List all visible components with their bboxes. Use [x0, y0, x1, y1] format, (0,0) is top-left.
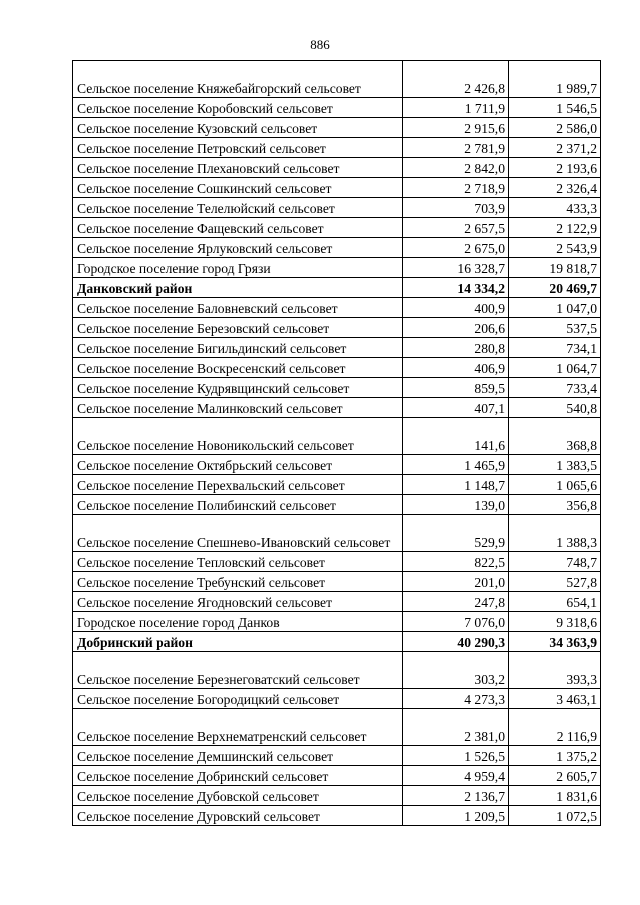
value-cell-1: 4 273,3	[403, 689, 509, 709]
value-cell-1: 822,5	[403, 552, 509, 572]
table-row	[73, 652, 601, 689]
value-cell-2: 2 193,6	[509, 158, 601, 178]
value-cell-1: 2 781,9	[403, 138, 509, 158]
value-cell-2: 540,8	[509, 398, 601, 418]
value-cell-2: 734,1	[509, 338, 601, 358]
value-cell-1: 201,0	[403, 572, 509, 592]
settlement-name-cell: Сельское поселение Петровский сельсовет	[73, 138, 403, 158]
table-row	[73, 612, 601, 632]
settlement-name-cell: Сельское поселение Требунский сельсовет	[73, 572, 403, 592]
table-row	[73, 298, 601, 318]
settlement-name-cell: Сельское поселение Телелюйский сельсовет	[73, 198, 403, 218]
table-row	[73, 398, 601, 418]
table-row	[73, 158, 601, 178]
table-row	[73, 118, 601, 138]
value-cell-2: 2 116,9	[509, 709, 601, 746]
district-row	[73, 632, 601, 652]
value-cell-1: 1 209,5	[403, 806, 509, 826]
value-cell-2: 356,8	[509, 495, 601, 515]
table-row	[73, 455, 601, 475]
value-cell-1: 1 526,5	[403, 746, 509, 766]
value-cell-2: 9 318,6	[509, 612, 601, 632]
value-cell-2: 2 586,0	[509, 118, 601, 138]
settlement-name-cell: Сельское поселение Княжебайгорский сельсовет	[73, 61, 403, 98]
settlement-name-cell: Сельское поселение Баловневский сельсовет	[73, 298, 403, 318]
table-row	[73, 592, 601, 612]
settlement-name-cell: Сельское поселение Спешнево-Ивановский сельсовет	[73, 515, 403, 552]
settlement-name-cell: Сельское поселение Кузовский сельсовет	[73, 118, 403, 138]
settlement-name-cell: Сельское поселение Кудрявщинский сельсовет	[73, 378, 403, 398]
value-cell-1: 303,2	[403, 652, 509, 689]
budget-table-body	[73, 61, 601, 826]
value-cell-1: 2 842,0	[403, 158, 509, 178]
value-cell-1: 141,6	[403, 418, 509, 455]
value-cell-2: 1 388,3	[509, 515, 601, 552]
table-row	[73, 61, 601, 98]
value-cell-1: 206,6	[403, 318, 509, 338]
value-cell-2: 393,3	[509, 652, 601, 689]
table-row	[73, 552, 601, 572]
table-row	[73, 806, 601, 826]
value-cell-2: 2 326,4	[509, 178, 601, 198]
value-cell-2: 1 375,2	[509, 746, 601, 766]
value-cell-2: 1 072,5	[509, 806, 601, 826]
settlement-name-cell: Сельское поселение Дубовской сельсовет	[73, 786, 403, 806]
table-row	[73, 786, 601, 806]
value-cell-1: 139,0	[403, 495, 509, 515]
value-cell-2: 654,1	[509, 592, 601, 612]
table-row	[73, 358, 601, 378]
value-cell-1: 247,8	[403, 592, 509, 612]
page-number: 886	[310, 37, 330, 52]
settlement-name-cell: Добринский район	[73, 632, 403, 652]
value-cell-1: 1 465,9	[403, 455, 509, 475]
settlement-name-cell: Сельское поселение Коробовский сельсовет	[73, 98, 403, 118]
settlement-name-cell: Сельское поселение Перехвальский сельсовет	[73, 475, 403, 495]
table-row	[73, 378, 601, 398]
budget-table	[72, 60, 601, 826]
value-cell-1: 407,1	[403, 398, 509, 418]
value-cell-1: 529,9	[403, 515, 509, 552]
settlement-name-cell: Сельское поселение Березнеговатский сельсовет	[73, 652, 403, 689]
value-cell-1: 14 334,2	[403, 278, 509, 298]
table-row	[73, 258, 601, 278]
table-row	[73, 178, 601, 198]
value-cell-2: 34 363,9	[509, 632, 601, 652]
value-cell-2: 748,7	[509, 552, 601, 572]
settlement-name-cell: Данковский район	[73, 278, 403, 298]
value-cell-1: 2 136,7	[403, 786, 509, 806]
value-cell-2: 368,8	[509, 418, 601, 455]
value-cell-1: 2 675,0	[403, 238, 509, 258]
value-cell-2: 1 546,5	[509, 98, 601, 118]
table-row	[73, 98, 601, 118]
value-cell-1: 280,8	[403, 338, 509, 358]
table-row	[73, 495, 601, 515]
value-cell-2: 20 469,7	[509, 278, 601, 298]
table-row	[73, 318, 601, 338]
value-cell-1: 703,9	[403, 198, 509, 218]
settlement-name-cell: Сельское поселение Октябрьский сельсовет	[73, 455, 403, 475]
value-cell-1: 859,5	[403, 378, 509, 398]
value-cell-2: 1 831,6	[509, 786, 601, 806]
value-cell-1: 1 148,7	[403, 475, 509, 495]
settlement-name-cell: Сельское поселение Малинковский сельсовет	[73, 398, 403, 418]
settlement-name-cell: Сельское поселение Полибинский сельсовет	[73, 495, 403, 515]
value-cell-2: 527,8	[509, 572, 601, 592]
value-cell-1: 16 328,7	[403, 258, 509, 278]
value-cell-2: 19 818,7	[509, 258, 601, 278]
table-row	[73, 746, 601, 766]
table-row	[73, 418, 601, 455]
table-row	[73, 338, 601, 358]
settlement-name-cell: Сельское поселение Тепловский сельсовет	[73, 552, 403, 572]
table-row	[73, 572, 601, 592]
value-cell-1: 2 718,9	[403, 178, 509, 198]
value-cell-1: 7 076,0	[403, 612, 509, 632]
table-row	[73, 766, 601, 786]
value-cell-1: 400,9	[403, 298, 509, 318]
value-cell-1: 2 657,5	[403, 218, 509, 238]
settlement-name-cell: Городское поселение город Данков	[73, 612, 403, 632]
value-cell-1: 406,9	[403, 358, 509, 378]
settlement-name-cell: Сельское поселение Добринский сельсовет	[73, 766, 403, 786]
table-row	[73, 138, 601, 158]
settlement-name-cell: Сельское поселение Дуровский сельсовет	[73, 806, 403, 826]
value-cell-2: 733,4	[509, 378, 601, 398]
settlement-name-cell: Сельское поселение Воскресенский сельсовет	[73, 358, 403, 378]
settlement-name-cell: Сельское поселение Верхнематренский сельсовет	[73, 709, 403, 746]
settlement-name-cell: Сельское поселение Новоникольский сельсовет	[73, 418, 403, 455]
settlement-name-cell: Сельское поселение Богородицкий сельсовет	[73, 689, 403, 709]
table-row	[73, 709, 601, 746]
table-row	[73, 218, 601, 238]
settlement-name-cell: Сельское поселение Ярлуковский сельсовет	[73, 238, 403, 258]
settlement-name-cell: Сельское поселение Бигильдинский сельсовет	[73, 338, 403, 358]
value-cell-2: 1 047,0	[509, 298, 601, 318]
table-row	[73, 238, 601, 258]
value-cell-1: 40 290,3	[403, 632, 509, 652]
settlement-name-cell: Сельское поселение Демшинский сельсовет	[73, 746, 403, 766]
settlement-name-cell: Сельское поселение Сошкинский сельсовет	[73, 178, 403, 198]
table-row	[73, 515, 601, 552]
value-cell-2: 1 383,5	[509, 455, 601, 475]
settlement-name-cell: Сельское поселение Фащевский сельсовет	[73, 218, 403, 238]
value-cell-1: 2 426,8	[403, 61, 509, 98]
value-cell-1: 2 915,6	[403, 118, 509, 138]
value-cell-1: 2 381,0	[403, 709, 509, 746]
value-cell-2: 537,5	[509, 318, 601, 338]
value-cell-2: 2 605,7	[509, 766, 601, 786]
value-cell-2: 2 122,9	[509, 218, 601, 238]
table-row	[73, 198, 601, 218]
value-cell-1: 4 959,4	[403, 766, 509, 786]
district-row	[73, 278, 601, 298]
settlement-name-cell: Сельское поселение Березовский сельсовет	[73, 318, 403, 338]
value-cell-2: 433,3	[509, 198, 601, 218]
settlement-name-cell: Городское поселение город Грязи	[73, 258, 403, 278]
settlement-name-cell: Сельское поселение Ягодновский сельсовет	[73, 592, 403, 612]
value-cell-2: 2 371,2	[509, 138, 601, 158]
value-cell-2: 1 065,6	[509, 475, 601, 495]
settlement-name-cell: Сельское поселение Плехановский сельсовет	[73, 158, 403, 178]
value-cell-2: 3 463,1	[509, 689, 601, 709]
value-cell-2: 2 543,9	[509, 238, 601, 258]
value-cell-1: 1 711,9	[403, 98, 509, 118]
table-row	[73, 689, 601, 709]
table-row	[73, 475, 601, 495]
value-cell-2: 1 989,7	[509, 61, 601, 98]
value-cell-2: 1 064,7	[509, 358, 601, 378]
